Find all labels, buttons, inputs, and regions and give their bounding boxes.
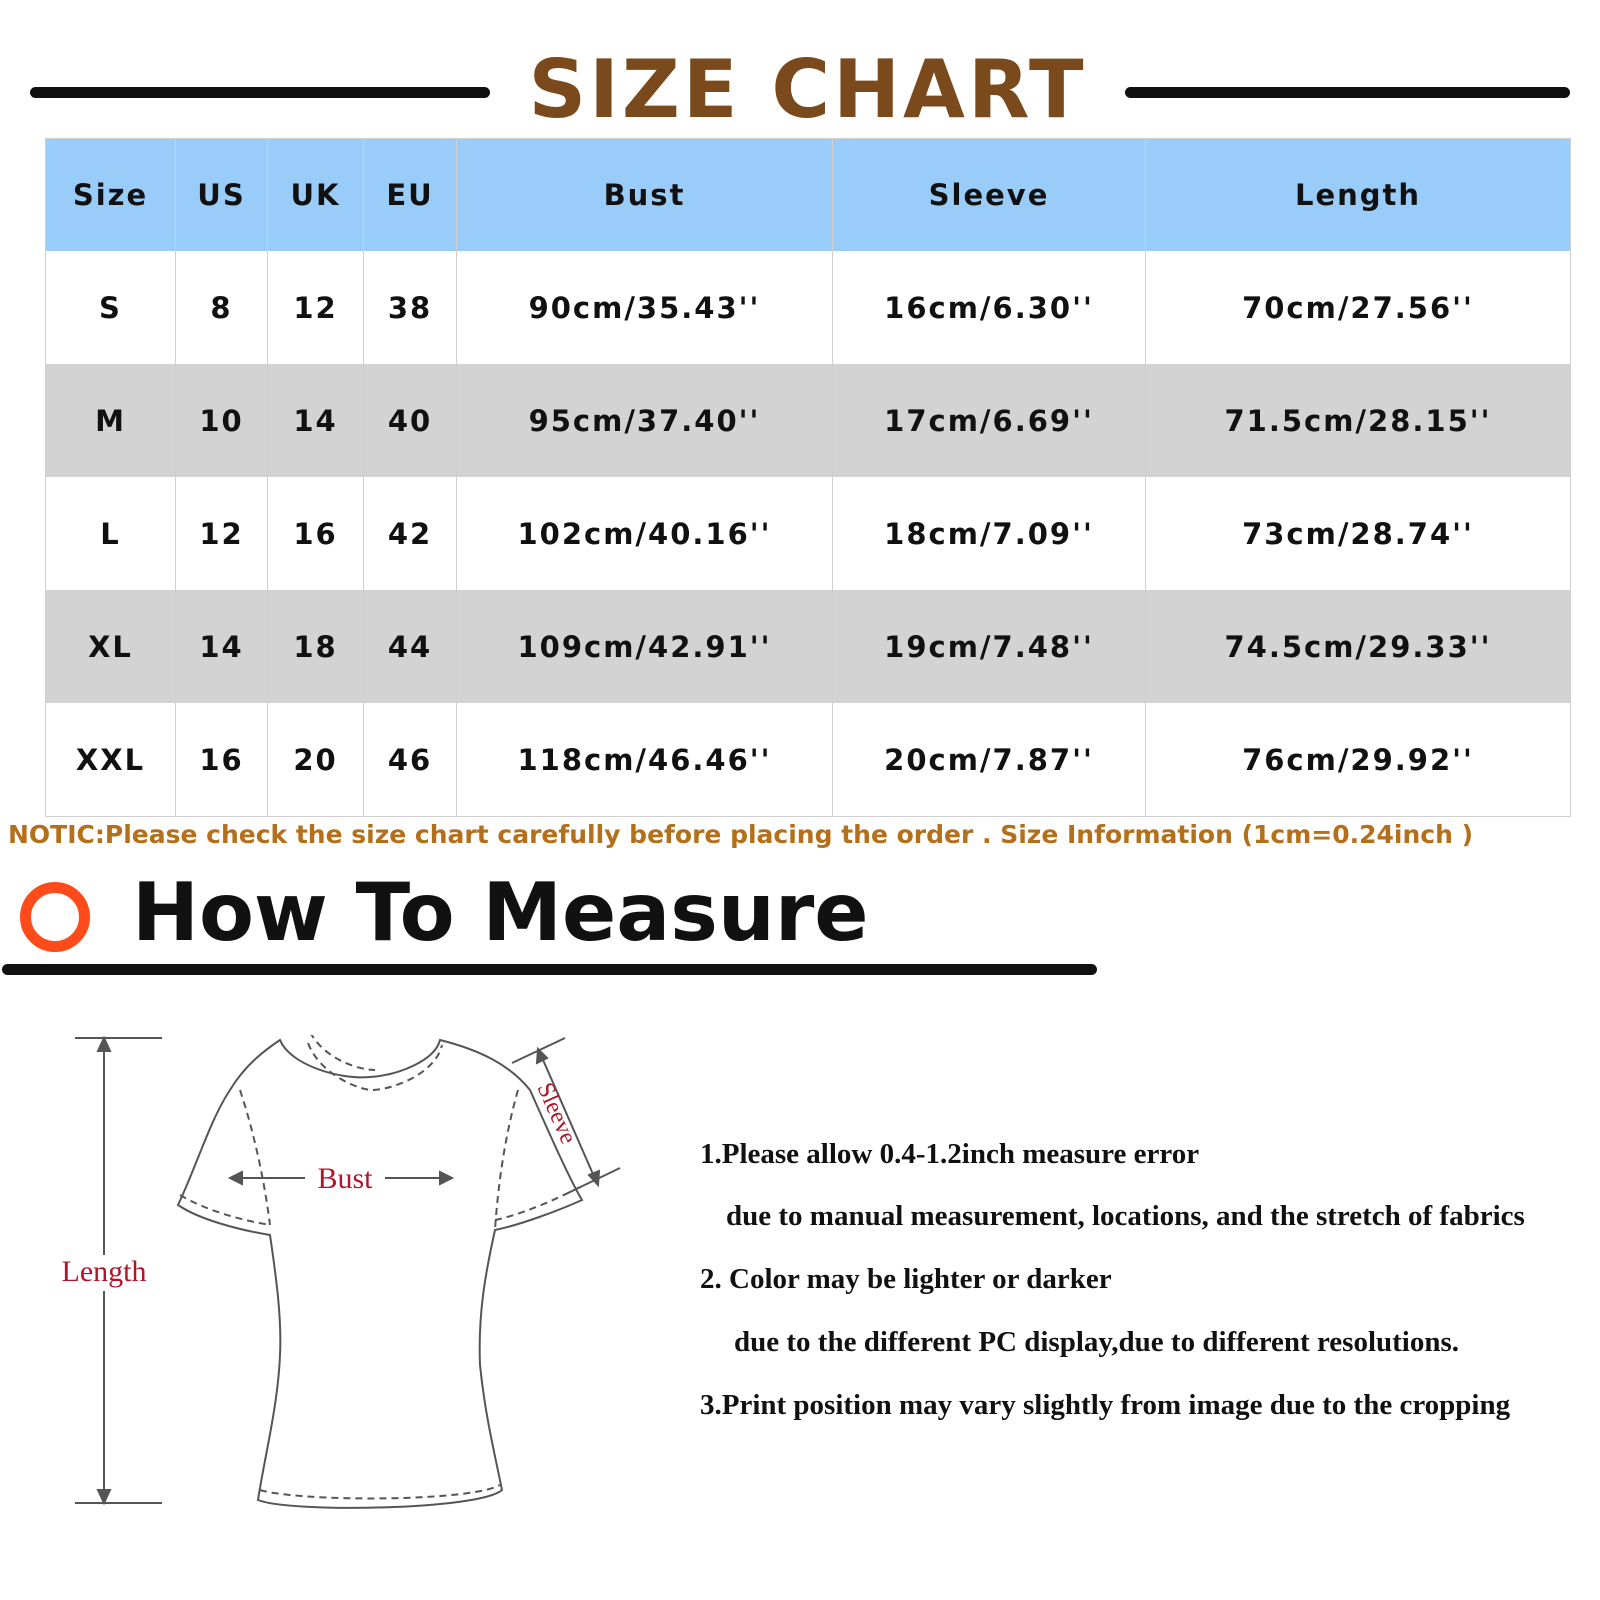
- table-cell: 10: [176, 364, 268, 477]
- table-header-row: [46, 139, 1571, 252]
- header-rule-left: [30, 87, 490, 98]
- table-cell: 14: [176, 590, 268, 703]
- size-notice: NOTIC:Please check the size chart carefully before placing the order . Size Information (1cm=0.24inch ): [8, 820, 1474, 849]
- table-row: [46, 590, 1571, 703]
- column-header-size: Size: [46, 139, 176, 252]
- note-line: due to manual measurement, locations, and the stretch of fabrics: [726, 1200, 1525, 1232]
- bust-label: Bust: [317, 1162, 373, 1195]
- table-cell: 16cm/6.30'': [833, 251, 1146, 364]
- table-cell: 18: [268, 590, 364, 703]
- column-header-us: US: [176, 139, 268, 252]
- table-row: [46, 477, 1571, 590]
- column-header-length: Length: [1146, 139, 1571, 252]
- length-label: Length: [61, 1255, 147, 1288]
- table-cell: 46: [364, 703, 457, 817]
- table-cell: 90cm/35.43'': [457, 251, 833, 364]
- table-cell: 73cm/28.74'': [1146, 477, 1571, 590]
- table-row: [46, 703, 1571, 817]
- column-header-sleeve: Sleeve: [833, 139, 1146, 252]
- table-cell: 44: [364, 590, 457, 703]
- table-cell: M: [46, 364, 176, 477]
- table-cell: 19cm/7.48'': [833, 590, 1146, 703]
- table-row: [46, 364, 1571, 477]
- tshirt-diagram: [40, 1035, 680, 1555]
- table-cell: XXL: [46, 703, 176, 817]
- table-cell: 40: [364, 364, 457, 477]
- sleeve-label: Sleeve: [531, 1078, 582, 1148]
- table-cell: 74.5cm/29.33'': [1146, 590, 1571, 703]
- table-cell: 16: [176, 703, 268, 817]
- section-title-how-to-measure: How To Measure: [132, 866, 869, 959]
- header-rule-right: [1125, 87, 1570, 98]
- ring-bullet-icon: [20, 882, 90, 952]
- note-line: 2. Color may be lighter or darker: [700, 1263, 1112, 1295]
- size-table-container: [45, 138, 1570, 817]
- table-cell: 118cm/46.46'': [457, 703, 833, 817]
- table-cell: 17cm/6.69'': [833, 364, 1146, 477]
- table-cell: 95cm/37.40'': [457, 364, 833, 477]
- table-cell: 71.5cm/28.15'': [1146, 364, 1571, 477]
- note-line: 3.Print position may vary slightly from image due to the cropping: [700, 1389, 1511, 1421]
- table-row: [46, 251, 1571, 364]
- size-table: [45, 138, 1571, 817]
- table-cell: 20: [268, 703, 364, 817]
- page-title: SIZE CHART: [528, 43, 1087, 136]
- table-cell: 20cm/7.87'': [833, 703, 1146, 817]
- table-cell: 16: [268, 477, 364, 590]
- table-cell: L: [46, 477, 176, 590]
- table-cell: 102cm/40.16'': [457, 477, 833, 590]
- table-cell: 76cm/29.92'': [1146, 703, 1571, 817]
- column-header-eu: EU: [364, 139, 457, 252]
- section-rule: [2, 964, 1097, 975]
- column-header-bust: Bust: [457, 139, 833, 252]
- table-cell: 8: [176, 251, 268, 364]
- note-line: due to the different PC display,due to different resolutions.: [734, 1326, 1460, 1358]
- table-cell: 42: [364, 477, 457, 590]
- table-cell: 38: [364, 251, 457, 364]
- table-cell: 14: [268, 364, 364, 477]
- table-cell: 12: [268, 251, 364, 364]
- table-cell: 109cm/42.91'': [457, 590, 833, 703]
- table-cell: S: [46, 251, 176, 364]
- table-cell: XL: [46, 590, 176, 703]
- table-cell: 18cm/7.09'': [833, 477, 1146, 590]
- table-cell: 12: [176, 477, 268, 590]
- column-header-uk: UK: [268, 139, 364, 252]
- note-line: 1.Please allow 0.4-1.2inch measure error: [700, 1138, 1200, 1170]
- table-cell: 70cm/27.56'': [1146, 251, 1571, 364]
